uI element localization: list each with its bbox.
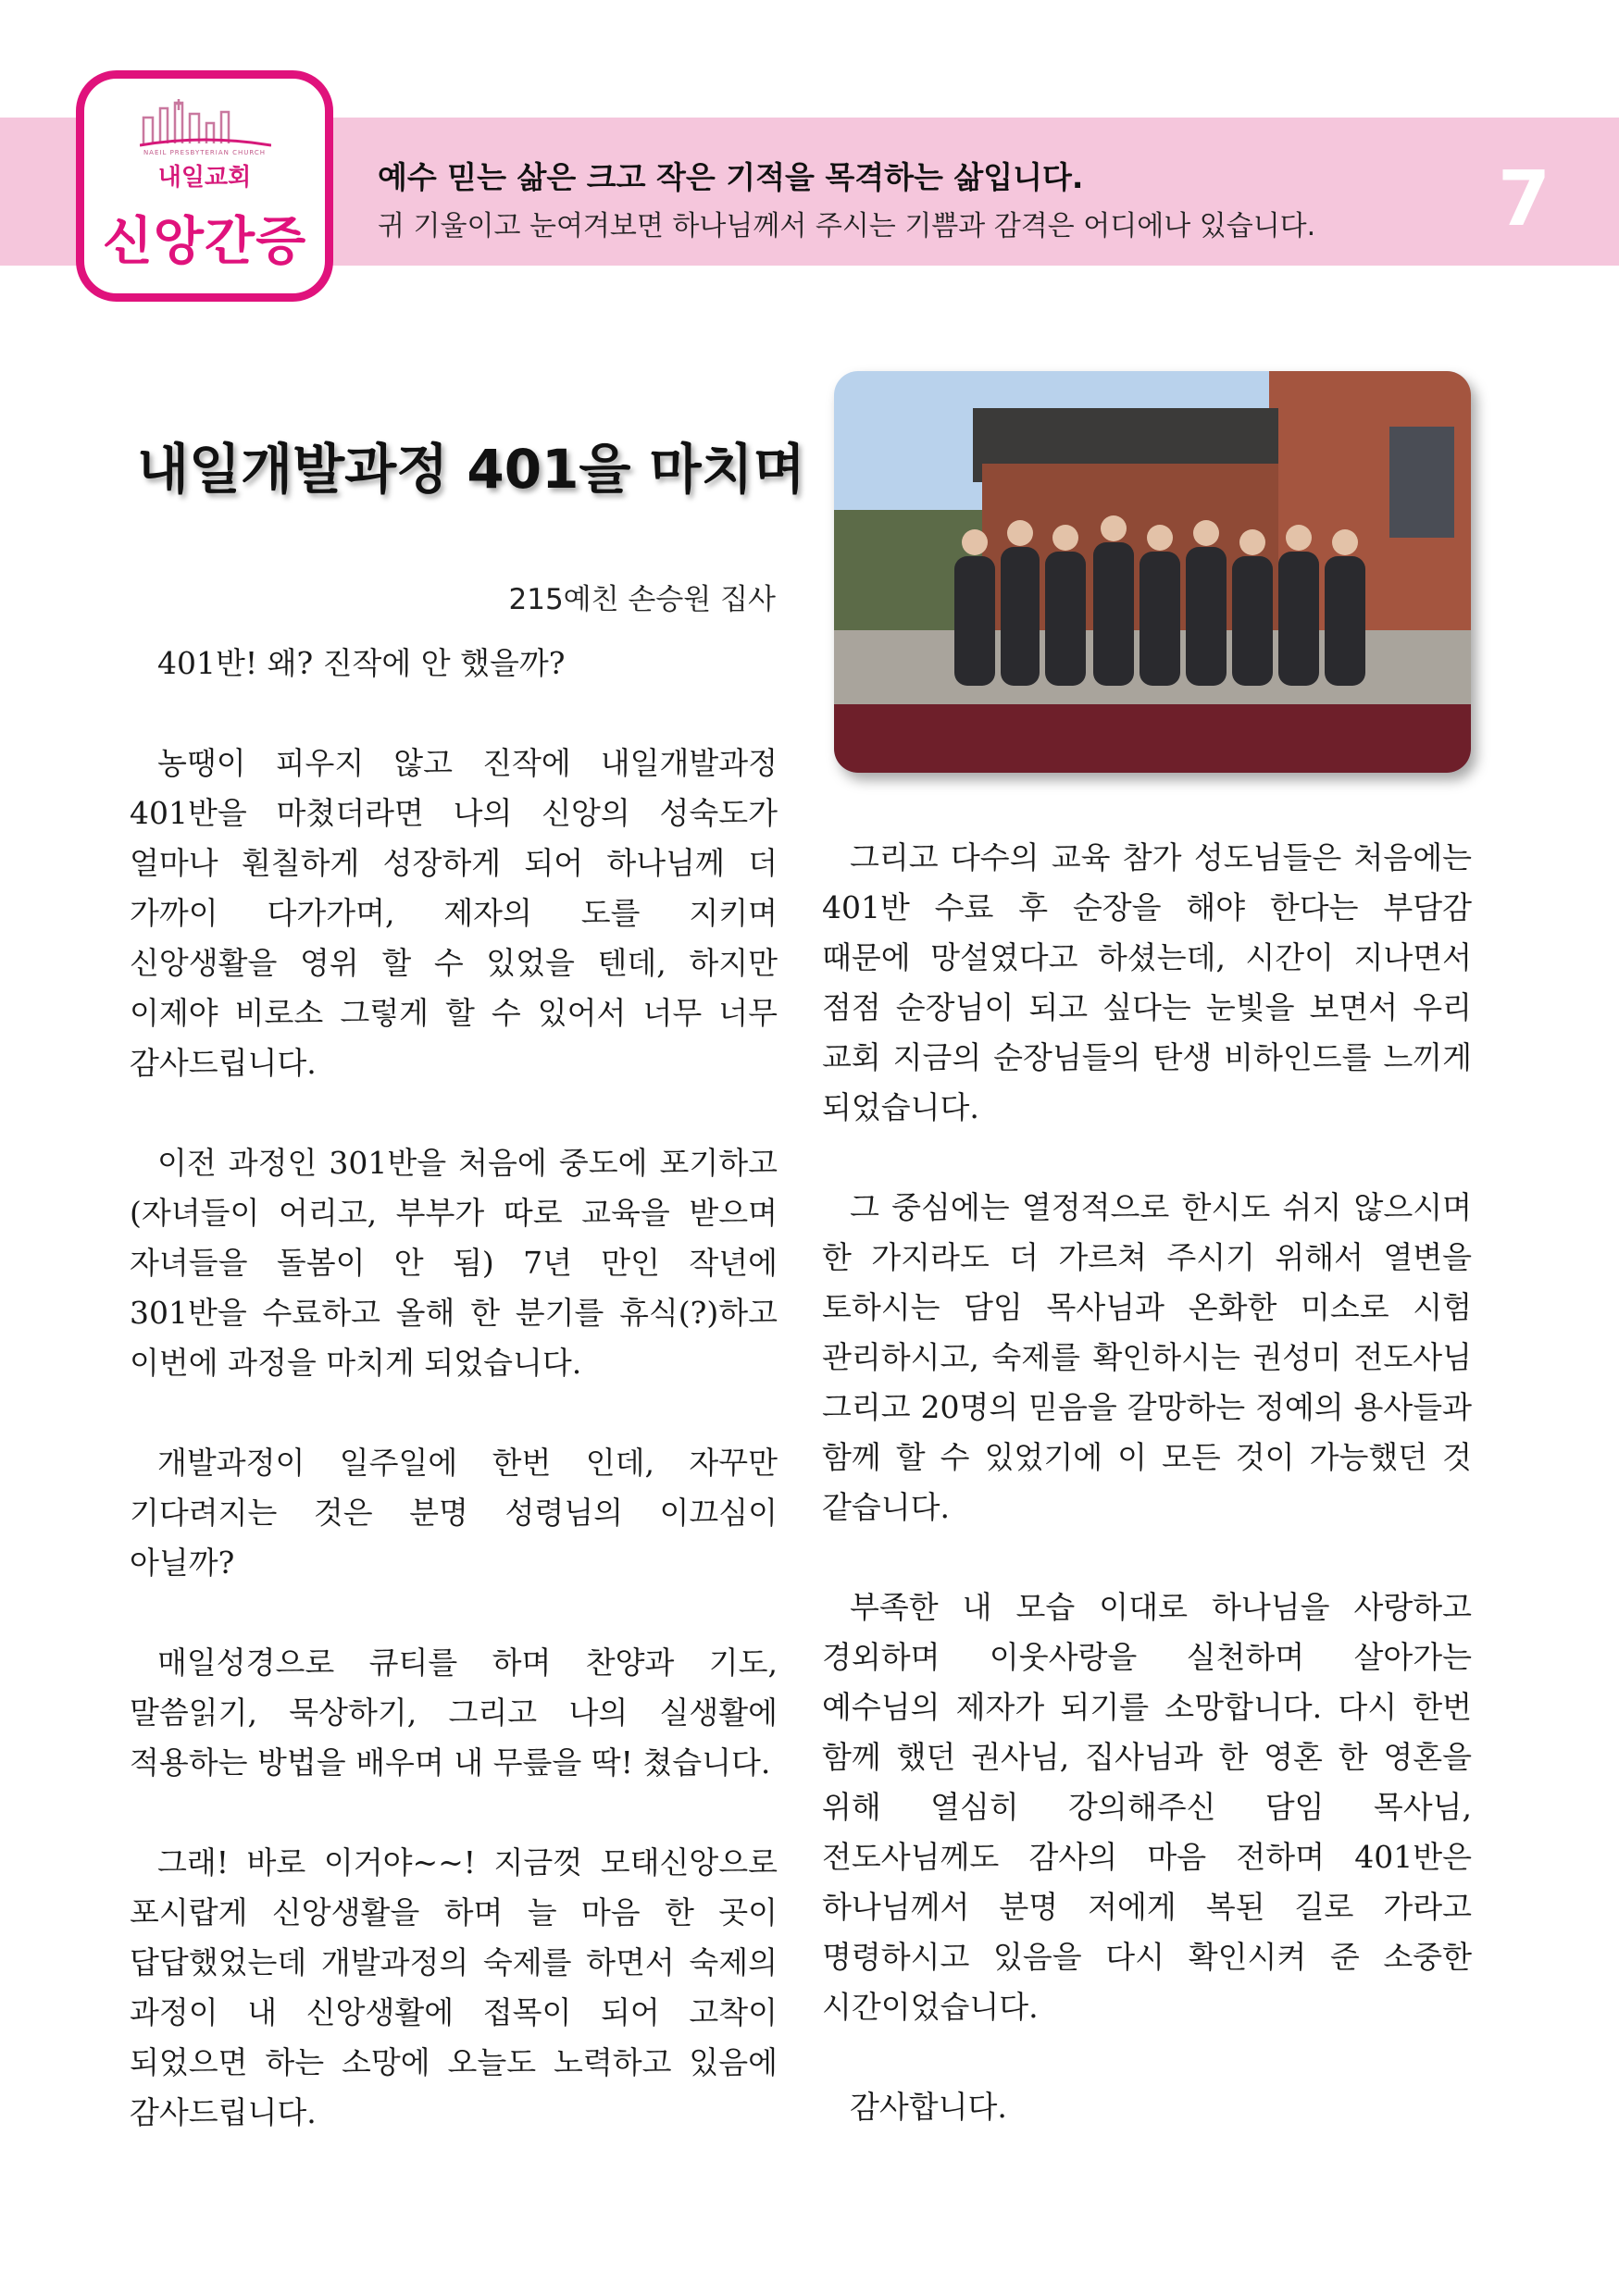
paragraph: 부족한 내 모습 이대로 하나님을 사랑하고 경외하며 이웃사랑을 실천하며 살아가는 예수님의 제자가 되기를 소망합니다. 다시 한번 함께 했던 권사님, 집사님과 한 영혼 한 영혼을 위해 열심히 강의해주신 담임 목사님, 전도사님께도 감사의 마음 전하며 401반은 하나님께서 분명 저에게 복된 길로 가라고 명령하시고 있음을 다시 확인시켜 준 소중한 시간이었습니다.	[822, 1589, 1472, 2025]
church-english-name: NAEIL PRESBYTERIAN CHURCH	[143, 149, 267, 156]
left-column	[130, 639, 778, 2138]
paragraph: 그래! 바로 이거야~~! 지금껏 모태신앙으로 포시랍게 신앙생활을 하며 늘 마음 한 곳이 답답했었는데 개발과정의 숙제를 하면서 숙제의 과정이 내 신앙생활에 접목이 되어 고착이 되었으면 하는 소망에 오늘도 노력하고 있음에 감사드립니다.	[130, 1844, 778, 2130]
paragraph: 감사합니다.	[850, 2089, 1007, 2125]
group-photo-illustration	[834, 371, 1471, 773]
paragraph: 401반! 왜? 진작에 안 했을까?	[157, 645, 566, 681]
header-tagline: 예수 믿는 삶은 크고 작은 기적을 목격하는 삶입니다.	[378, 159, 1084, 195]
header-subtagline: 귀 기울이고 눈여겨보면 하나님께서 주시는 기쁨과 감격은 어디에나 있습니다.	[378, 210, 1316, 242]
article-title: 내일개발과정 401을 마치며	[137, 438, 805, 501]
group-photo	[834, 371, 1471, 773]
right-column	[822, 833, 1472, 2132]
paragraph: 이전 과정인 301반을 처음에 중도에 포기하고(자녀들이 어리고, 부부가 따로 교육을 받으며 자녀들을 돌봄이 안 됨) 7년 만인 작년에 301반을 수료하고 올해 한 분기를 휴식(?)하고 이번에 과정을 마치게 되었습니다.	[130, 1145, 778, 1381]
paragraph: 매일성경으로 큐티를 하며 찬양과 기도, 말씀읽기, 묵상하기, 그리고 나의 실생활에 적용하는 방법을 배우며 내 무릎을 딱! 쳤습니다.	[130, 1644, 778, 1781]
page-number: 7	[1498, 155, 1551, 243]
church-logo-badge	[76, 70, 333, 302]
article-author: 215예친 손승원 집사	[508, 583, 776, 616]
paragraph: 농땡이 피우지 않고 진작에 내일개발과정 401반을 마쳤더라면 나의 신앙의 성숙도가 얼마나 훤칠하게 성장하게 되어 하나님께 더 가까이 다가가며, 제자의 도를 지키며 신앙생활을 영위 할 수 있었을 텐데, 하지만 이제야 비로소 그렇게 할 수 있어서 너무 너무 감사드립니다.	[130, 745, 778, 1081]
paragraph: 개발과정이 일주일에 한번 인데, 자꾸만 기다려지는 것은 분명 성령님의 이끄심이 아닐까?	[130, 1445, 778, 1581]
church-skyline-icon	[140, 99, 271, 147]
paragraph: 그 중심에는 열정적으로 한시도 쉬지 않으시며 한 가지라도 더 가르쳐 주시기 위해서 열변을 토하시는 담임 목사님과 온화한 미소로 시험 관리하시고, 숙제를 확인하시는 권성미 전도사님 그리고 20명의 믿음을 갈망하는 정예의 용사들과 함께 할 수 있었기에 이 모든 것이 가능했던 것 같습니다.	[822, 1189, 1472, 1525]
church-name: 내일교회	[157, 164, 252, 192]
paragraph: 그리고 다수의 교육 참가 성도님들은 처음에는 401반 수료 후 순장을 해야 한다는 부담감 때문에 망설였다고 하셨는데, 시간이 지나면서 점점 순장님이 되고 싶다는 눈빛을 보면서 우리 교회 지금의 순장님들의 탄생 비하인드를 느끼게 되었습니다.	[822, 839, 1472, 1125]
section-title: 신앙간증	[102, 212, 307, 272]
